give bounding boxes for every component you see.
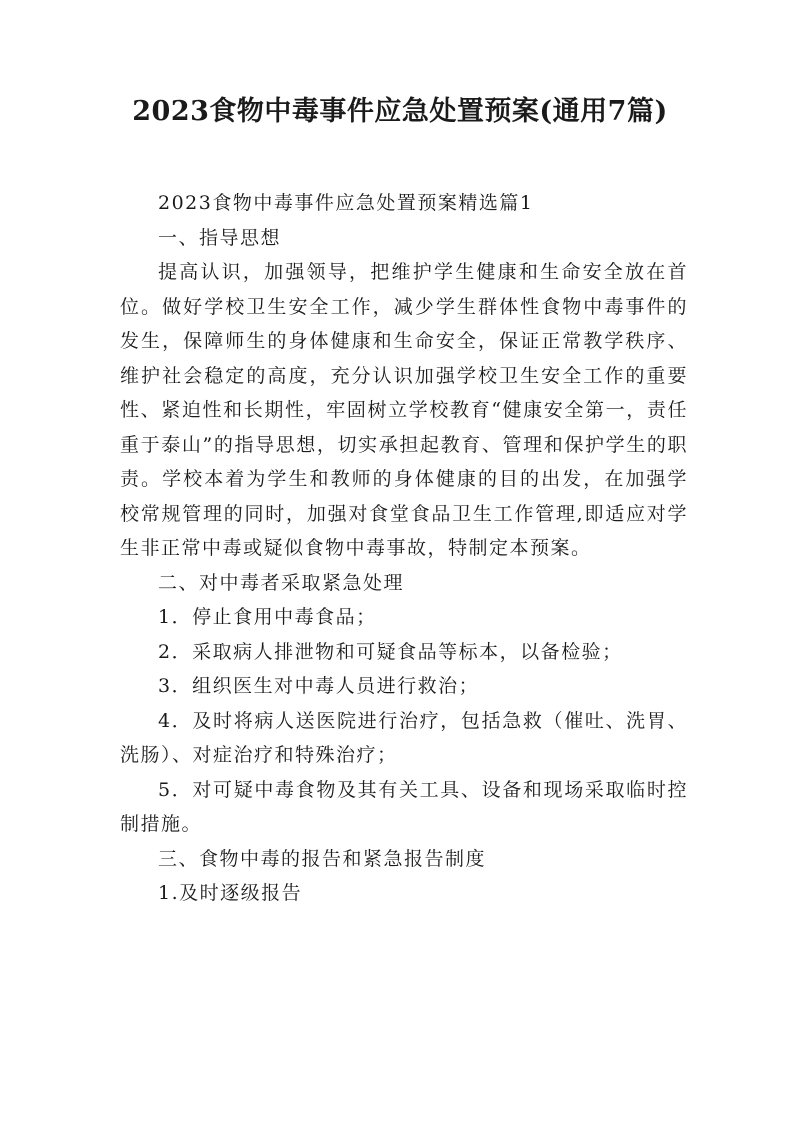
document-title: 2023食物中毒事件应急处置预案(通用7篇) <box>132 96 668 127</box>
list-item: 4．及时将病人送医院进行治疗，包括急救（催吐、洗胃、洗肠）、对症治疗和特殊治疗； <box>120 709 688 766</box>
list-item: 3．组织医生对中毒人员进行救治； <box>158 675 480 697</box>
list-item: 2．采取病人排泄物和可疑食品等标本，以备检验； <box>158 640 623 663</box>
list-item: 1．停止食用中毒食品； <box>158 606 377 628</box>
heading-guiding-ideology: 一、指导思想 <box>158 226 282 249</box>
section-heading-article-1: 2023食物中毒事件应急处置预案精选篇1 <box>158 192 534 214</box>
heading-emergency-treatment: 二、对中毒者采取紧急处理 <box>158 571 405 594</box>
list-item: 1.及时逐级报告 <box>158 882 303 904</box>
heading-reporting-system: 三、食物中毒的报告和紧急报告制度 <box>158 847 487 870</box>
list-item: 5．对可疑中毒食物及其有关工具、设备和现场采取临时控制措施。 <box>120 778 688 835</box>
document-body <box>120 186 688 911</box>
paragraph-guiding-ideology: 提高认识，加强领导，把维护学生健康和生命安全放在首位。做好学校卫生安全工作，减少学生群体性食物中毒事件的发生，保障师生的身体健康和生命安全，保证正常教学秩序、维护社会稳定的高度，充分认识加强学校卫生安全工作的重要性、紧迫性和长期性，牢固树立学校教育“健康安全第一，责任重于泰山”的指导思想，切实承担起教育、管理和保护学生的职责。学校本着为学生和教师的身体健康的目的出发，在加强学校常规管理的同时，加强对食堂食品卫生工作管理,即适应对学生非正常中毒或疑似食物中毒事故，特制定本预案。 <box>120 261 688 559</box>
